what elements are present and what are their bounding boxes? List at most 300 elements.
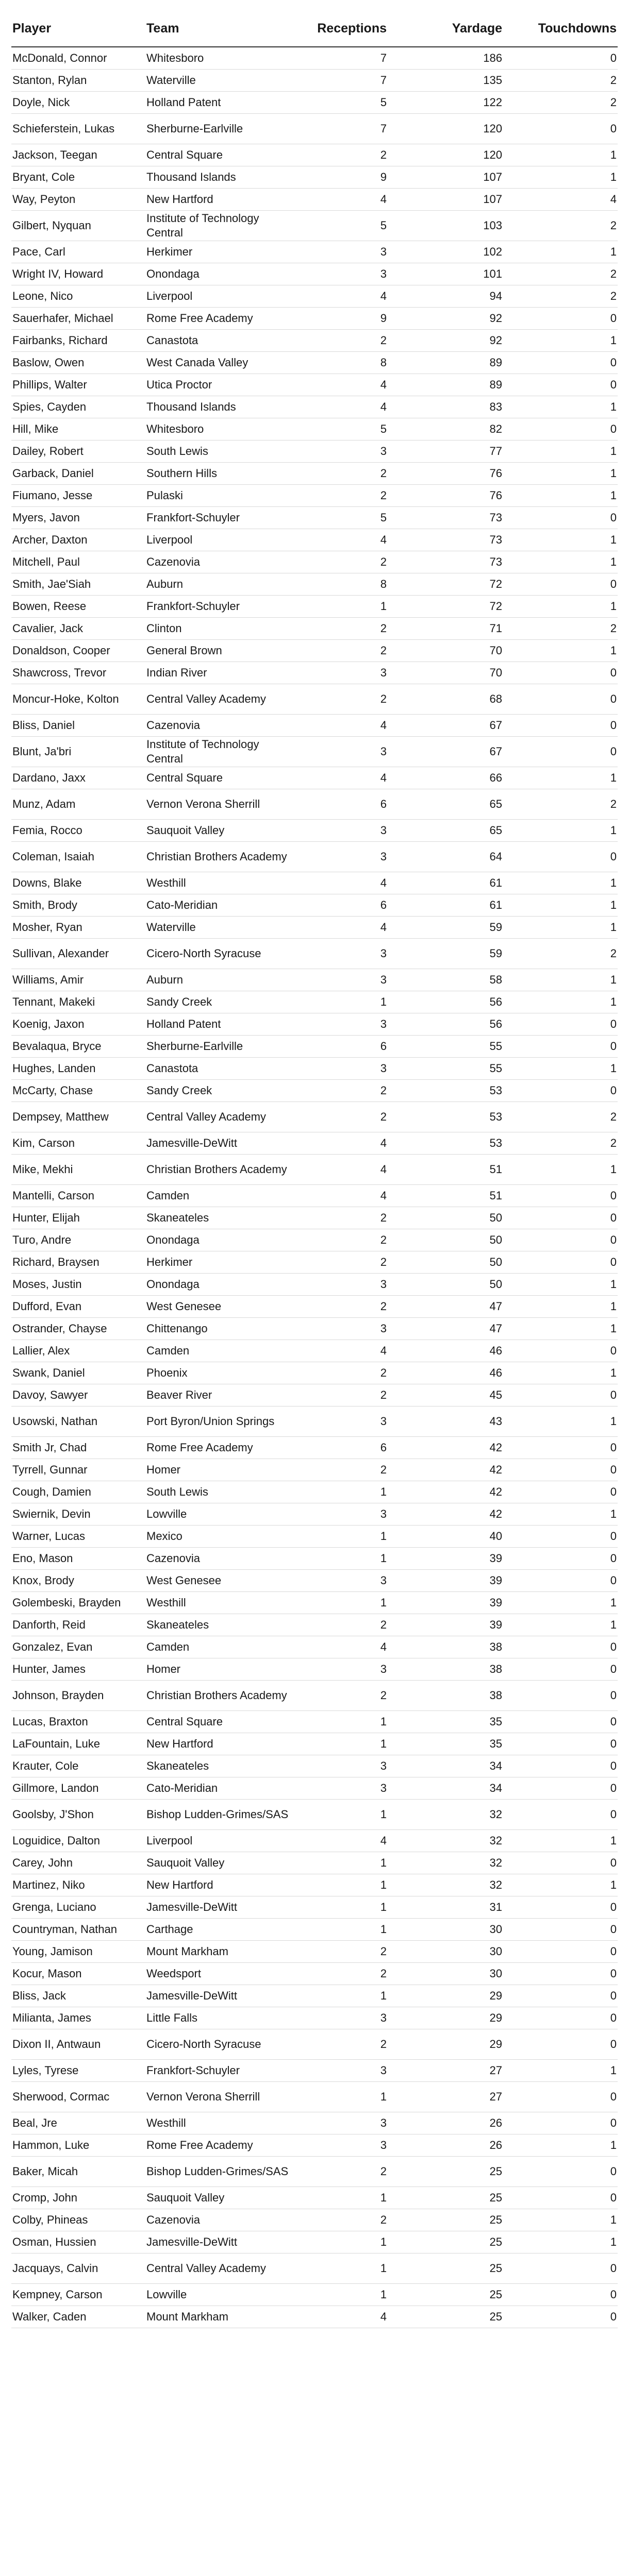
touchdowns-cell: 1 [503, 2134, 618, 2157]
team-cell: Jamesville-DeWitt [145, 1132, 292, 1155]
table-row [11, 440, 618, 463]
yardage-cell: 73 [388, 507, 503, 529]
receptions-cell: 1 [292, 1896, 388, 1919]
touchdowns-cell: 1 [503, 463, 618, 485]
table-row [11, 1340, 618, 1362]
table-row [11, 2209, 618, 2231]
touchdowns-cell: 0 [503, 1036, 618, 1058]
yardage-cell: 30 [388, 1919, 503, 1941]
player-cell: LaFountain, Luke [11, 1733, 145, 1755]
receptions-cell: 2 [292, 1384, 388, 1406]
receptions-cell: 4 [292, 1636, 388, 1658]
yardage-cell: 50 [388, 1229, 503, 1251]
player-cell: Garback, Daniel [11, 463, 145, 485]
header-player[interactable]: Player [11, 10, 145, 47]
receptions-cell: 3 [292, 2060, 388, 2082]
player-cell: Goolsby, J'Shon [11, 1800, 145, 1830]
receptions-cell: 2 [292, 463, 388, 485]
receptions-cell: 2 [292, 551, 388, 573]
yardage-cell: 42 [388, 1459, 503, 1481]
team-cell: West Canada Valley [145, 352, 292, 374]
touchdowns-cell: 1 [503, 640, 618, 662]
yardage-cell: 34 [388, 1755, 503, 1777]
yardage-cell: 92 [388, 308, 503, 330]
receptions-cell: 2 [292, 1941, 388, 1963]
team-cell: Central Square [145, 144, 292, 166]
player-cell: Mitchell, Paul [11, 551, 145, 573]
touchdowns-cell: 1 [503, 1614, 618, 1636]
player-cell: Leone, Nico [11, 285, 145, 308]
player-cell: Wright IV, Howard [11, 263, 145, 285]
touchdowns-cell: 0 [503, 47, 618, 70]
team-cell: Sauquoit Valley [145, 820, 292, 842]
team-cell: Central Valley Academy [145, 1102, 292, 1132]
player-cell: Kempney, Carson [11, 2284, 145, 2306]
yardage-cell: 186 [388, 47, 503, 70]
yardage-cell: 53 [388, 1080, 503, 1102]
table-row [11, 820, 618, 842]
receptions-cell: 1 [292, 2253, 388, 2284]
yardage-cell: 46 [388, 1340, 503, 1362]
player-cell: Young, Jamison [11, 1941, 145, 1963]
table-row [11, 1548, 618, 1570]
team-cell: Beaver River [145, 1384, 292, 1406]
table-row [11, 396, 618, 418]
yardage-cell: 25 [388, 2187, 503, 2209]
yardage-cell: 32 [388, 1830, 503, 1852]
header-yardage[interactable]: Yardage [388, 10, 503, 47]
table-row [11, 1459, 618, 1481]
team-cell: Jamesville-DeWitt [145, 1896, 292, 1919]
table-row [11, 1318, 618, 1340]
table-row [11, 1800, 618, 1830]
table-row [11, 2029, 618, 2060]
table-row [11, 374, 618, 396]
touchdowns-cell: 0 [503, 418, 618, 440]
team-cell: Cato-Meridian [145, 894, 292, 917]
receptions-cell: 4 [292, 2306, 388, 2328]
player-cell: Sauerhafer, Michael [11, 308, 145, 330]
touchdowns-cell: 1 [503, 2209, 618, 2231]
touchdowns-cell: 0 [503, 507, 618, 529]
receptions-cell: 4 [292, 285, 388, 308]
receptions-cell: 2 [292, 144, 388, 166]
receptions-cell: 5 [292, 507, 388, 529]
yardage-cell: 35 [388, 1711, 503, 1733]
player-cell: Cough, Damien [11, 1481, 145, 1503]
receptions-cell: 7 [292, 114, 388, 144]
yardage-cell: 107 [388, 166, 503, 189]
yardage-cell: 39 [388, 1570, 503, 1592]
touchdowns-cell: 1 [503, 1503, 618, 1526]
receptions-cell: 6 [292, 894, 388, 917]
team-cell: Vernon Verona Sherrill [145, 2082, 292, 2112]
team-cell: Herkimer [145, 1251, 292, 1274]
table-row [11, 1251, 618, 1274]
touchdowns-cell: 0 [503, 2187, 618, 2209]
receptions-cell: 4 [292, 715, 388, 737]
team-cell: Lowville [145, 1503, 292, 1526]
receptions-cell: 2 [292, 1459, 388, 1481]
touchdowns-cell: 0 [503, 1570, 618, 1592]
yardage-cell: 102 [388, 241, 503, 263]
player-cell: Moncur-Hoke, Kolton [11, 684, 145, 715]
yardage-cell: 45 [388, 1384, 503, 1406]
player-cell: Baker, Micah [11, 2157, 145, 2187]
player-cell: Swiernik, Devin [11, 1503, 145, 1526]
receptions-cell: 1 [292, 1919, 388, 1941]
table-row [11, 241, 618, 263]
yardage-cell: 43 [388, 1406, 503, 1437]
yardage-cell: 25 [388, 2306, 503, 2328]
touchdowns-cell: 1 [503, 1296, 618, 1318]
yardage-cell: 34 [388, 1777, 503, 1800]
player-cell: Dufford, Evan [11, 1296, 145, 1318]
player-cell: Williams, Amir [11, 969, 145, 991]
yardage-cell: 42 [388, 1481, 503, 1503]
touchdowns-cell: 0 [503, 2284, 618, 2306]
table-row [11, 1384, 618, 1406]
player-cell: Hill, Mike [11, 418, 145, 440]
team-cell: Cato-Meridian [145, 1777, 292, 1800]
receptions-cell: 4 [292, 1185, 388, 1207]
header-team[interactable]: Team [145, 10, 292, 47]
receptions-cell: 1 [292, 1548, 388, 1570]
table-row [11, 1852, 618, 1874]
receptions-cell: 3 [292, 241, 388, 263]
team-cell: Cicero-North Syracuse [145, 2029, 292, 2060]
table-row [11, 1058, 618, 1080]
player-cell: Smith, Jae'Siah [11, 573, 145, 596]
receptions-cell: 2 [292, 485, 388, 507]
yardage-cell: 59 [388, 939, 503, 969]
yardage-cell: 26 [388, 2112, 503, 2134]
table-row [11, 1711, 618, 1733]
table-row [11, 1963, 618, 1985]
player-cell: Mantelli, Carson [11, 1185, 145, 1207]
receptions-cell: 3 [292, 1318, 388, 1340]
team-cell: Phoenix [145, 1362, 292, 1384]
table-row [11, 1733, 618, 1755]
table-row [11, 1777, 618, 1800]
receptions-cell: 1 [292, 2284, 388, 2306]
yardage-cell: 68 [388, 684, 503, 715]
team-cell: Central Square [145, 1711, 292, 1733]
touchdowns-cell: 1 [503, 894, 618, 917]
table-row [11, 640, 618, 662]
team-cell: Holland Patent [145, 1013, 292, 1036]
player-cell: Koenig, Jaxon [11, 1013, 145, 1036]
yardage-cell: 35 [388, 1733, 503, 1755]
player-cell: McDonald, Connor [11, 47, 145, 70]
player-cell: Milianta, James [11, 2007, 145, 2029]
yardage-cell: 70 [388, 662, 503, 684]
yardage-cell: 38 [388, 1636, 503, 1658]
table-row [11, 308, 618, 330]
team-cell: Onondaga [145, 1274, 292, 1296]
team-cell: Sherburne-Earlville [145, 1036, 292, 1058]
team-cell: Chittenango [145, 1318, 292, 1340]
table-row [11, 92, 618, 114]
team-cell: Liverpool [145, 285, 292, 308]
team-cell: Pulaski [145, 485, 292, 507]
receptions-cell: 3 [292, 1777, 388, 1800]
team-cell: Westhill [145, 872, 292, 894]
table-row [11, 991, 618, 1013]
table-row [11, 2082, 618, 2112]
player-cell: Cavalier, Jack [11, 618, 145, 640]
table-row [11, 2306, 618, 2328]
touchdowns-cell: 1 [503, 1362, 618, 1384]
player-cell: Sherwood, Cormac [11, 2082, 145, 2112]
player-cell: Eno, Mason [11, 1548, 145, 1570]
touchdowns-cell: 0 [503, 1340, 618, 1362]
touchdowns-cell: 1 [503, 820, 618, 842]
receptions-cell: 7 [292, 70, 388, 92]
team-cell: Christian Brothers Academy [145, 1681, 292, 1711]
player-cell: Davoy, Sawyer [11, 1384, 145, 1406]
player-cell: Mosher, Ryan [11, 917, 145, 939]
player-cell: Johnson, Brayden [11, 1681, 145, 1711]
yardage-cell: 32 [388, 1852, 503, 1874]
team-cell: Port Byron/Union Springs [145, 1406, 292, 1437]
player-cell: Baslow, Owen [11, 352, 145, 374]
receptions-cell: 4 [292, 396, 388, 418]
player-cell: Dempsey, Matthew [11, 1102, 145, 1132]
receptions-cell: 4 [292, 1340, 388, 1362]
table-row [11, 1102, 618, 1132]
player-cell: Bowen, Reese [11, 596, 145, 618]
receptions-cell: 4 [292, 529, 388, 551]
receptions-cell: 2 [292, 684, 388, 715]
yardage-cell: 120 [388, 114, 503, 144]
table-row [11, 715, 618, 737]
table-row [11, 463, 618, 485]
yardage-cell: 25 [388, 2157, 503, 2187]
touchdowns-cell: 0 [503, 1711, 618, 1733]
team-cell: Camden [145, 1185, 292, 1207]
yardage-cell: 76 [388, 463, 503, 485]
touchdowns-cell: 1 [503, 2060, 618, 2082]
table-row [11, 1080, 618, 1102]
table-row [11, 1013, 618, 1036]
team-cell: West Genesee [145, 1296, 292, 1318]
table-row [11, 166, 618, 189]
touchdowns-cell: 0 [503, 2112, 618, 2134]
touchdowns-cell: 1 [503, 241, 618, 263]
receptions-cell: 4 [292, 917, 388, 939]
table-row [11, 263, 618, 285]
yardage-cell: 56 [388, 1013, 503, 1036]
player-cell: Ostrander, Chayse [11, 1318, 145, 1340]
player-cell: Cromp, John [11, 2187, 145, 2209]
receptions-cell: 5 [292, 418, 388, 440]
touchdowns-cell: 0 [503, 1437, 618, 1459]
yardage-cell: 101 [388, 263, 503, 285]
receptions-cell: 3 [292, 662, 388, 684]
table-row [11, 2134, 618, 2157]
table-row [11, 189, 618, 211]
player-cell: Warner, Lucas [11, 1526, 145, 1548]
touchdowns-cell: 4 [503, 189, 618, 211]
yardage-cell: 83 [388, 396, 503, 418]
receptions-cell: 2 [292, 618, 388, 640]
touchdowns-cell: 0 [503, 1459, 618, 1481]
receptions-cell: 2 [292, 1251, 388, 1274]
table-row [11, 1229, 618, 1251]
touchdowns-cell: 1 [503, 1274, 618, 1296]
touchdowns-cell: 0 [503, 2253, 618, 2284]
receptions-cell: 3 [292, 842, 388, 872]
receptions-cell: 3 [292, 969, 388, 991]
yardage-cell: 29 [388, 1985, 503, 2007]
player-cell: Myers, Javon [11, 507, 145, 529]
team-cell: Homer [145, 1658, 292, 1681]
touchdowns-cell: 0 [503, 1251, 618, 1274]
touchdowns-cell: 0 [503, 737, 618, 767]
receptions-cell: 9 [292, 166, 388, 189]
player-cell: Knox, Brody [11, 1570, 145, 1592]
player-cell: Tyrrell, Gunnar [11, 1459, 145, 1481]
touchdowns-cell: 0 [503, 1755, 618, 1777]
table-row [11, 114, 618, 144]
yardage-cell: 59 [388, 917, 503, 939]
team-cell: Mount Markham [145, 1941, 292, 1963]
yardage-cell: 38 [388, 1681, 503, 1711]
header-receptions[interactable]: Receptions [292, 10, 388, 47]
table-row [11, 144, 618, 166]
touchdowns-cell: 1 [503, 1058, 618, 1080]
team-cell: Auburn [145, 573, 292, 596]
team-cell: Thousand Islands [145, 396, 292, 418]
stats-table-container [11, 10, 618, 2328]
receptions-cell: 3 [292, 263, 388, 285]
team-cell: Christian Brothers Academy [145, 842, 292, 872]
yardage-cell: 107 [388, 189, 503, 211]
yardage-cell: 92 [388, 330, 503, 352]
receptions-cell: 2 [292, 2157, 388, 2187]
receptions-cell: 1 [292, 1526, 388, 1548]
receptions-cell: 1 [292, 2187, 388, 2209]
touchdowns-cell: 2 [503, 939, 618, 969]
player-cell: Hughes, Landen [11, 1058, 145, 1080]
player-cell: Grenga, Luciano [11, 1896, 145, 1919]
receptions-cell: 3 [292, 1058, 388, 1080]
yardage-cell: 71 [388, 618, 503, 640]
touchdowns-cell: 0 [503, 2306, 618, 2328]
touchdowns-cell: 0 [503, 2007, 618, 2029]
table-row [11, 211, 618, 241]
receptions-cell: 1 [292, 991, 388, 1013]
player-cell: Lucas, Braxton [11, 1711, 145, 1733]
table-row [11, 1296, 618, 1318]
table-row [11, 969, 618, 991]
receptions-cell: 5 [292, 211, 388, 241]
table-row [11, 1896, 618, 1919]
team-cell: South Lewis [145, 1481, 292, 1503]
touchdowns-cell: 1 [503, 969, 618, 991]
team-cell: Westhill [145, 1592, 292, 1614]
receptions-cell: 4 [292, 1830, 388, 1852]
receptions-cell: 3 [292, 1013, 388, 1036]
table-row [11, 684, 618, 715]
team-cell: Waterville [145, 70, 292, 92]
team-cell: Rome Free Academy [145, 308, 292, 330]
yardage-cell: 53 [388, 1102, 503, 1132]
team-cell: Institute of Technology Central [145, 737, 292, 767]
player-cell: Downs, Blake [11, 872, 145, 894]
table-row [11, 2253, 618, 2284]
receptions-cell: 4 [292, 189, 388, 211]
touchdowns-cell: 0 [503, 2082, 618, 2112]
receptions-cell: 1 [292, 1852, 388, 1874]
table-row [11, 1207, 618, 1229]
team-cell: Central Valley Academy [145, 2253, 292, 2284]
team-cell: Sherburne-Earlville [145, 114, 292, 144]
receptions-cell: 2 [292, 1102, 388, 1132]
player-cell: Swank, Daniel [11, 1362, 145, 1384]
touchdowns-cell: 1 [503, 991, 618, 1013]
touchdowns-cell: 1 [503, 1155, 618, 1185]
table-row [11, 2157, 618, 2187]
yardage-cell: 25 [388, 2209, 503, 2231]
touchdowns-cell: 1 [503, 596, 618, 618]
receptions-cell: 3 [292, 2007, 388, 2029]
touchdowns-cell: 0 [503, 1681, 618, 1711]
team-cell: Liverpool [145, 1830, 292, 1852]
player-cell: Hunter, Elijah [11, 1207, 145, 1229]
yardage-cell: 122 [388, 92, 503, 114]
yardage-cell: 25 [388, 2284, 503, 2306]
yardage-cell: 47 [388, 1318, 503, 1340]
player-cell: Bevalaqua, Bryce [11, 1036, 145, 1058]
player-cell: Pace, Carl [11, 241, 145, 263]
receptions-cell: 5 [292, 92, 388, 114]
yardage-cell: 39 [388, 1548, 503, 1570]
touchdowns-cell: 0 [503, 1636, 618, 1658]
team-cell: Jamesville-DeWitt [145, 1985, 292, 2007]
team-cell: Vernon Verona Sherrill [145, 789, 292, 820]
yardage-cell: 53 [388, 1132, 503, 1155]
yardage-cell: 27 [388, 2060, 503, 2082]
table-row [11, 1274, 618, 1296]
yardage-cell: 30 [388, 1941, 503, 1963]
player-cell: Lyles, Tyrese [11, 2060, 145, 2082]
team-cell: Sauquoit Valley [145, 2187, 292, 2209]
table-row [11, 2231, 618, 2253]
yardage-cell: 46 [388, 1362, 503, 1384]
team-cell: Whitesboro [145, 418, 292, 440]
team-cell: Bishop Ludden-Grimes/SAS [145, 2157, 292, 2187]
touchdowns-cell: 0 [503, 1481, 618, 1503]
receptions-cell: 3 [292, 1503, 388, 1526]
player-cell: Bliss, Jack [11, 1985, 145, 2007]
player-cell: Smith, Brody [11, 894, 145, 917]
player-cell: Spies, Cayden [11, 396, 145, 418]
table-row [11, 330, 618, 352]
receptions-cell: 4 [292, 767, 388, 789]
player-cell: Gillmore, Landon [11, 1777, 145, 1800]
touchdowns-cell: 0 [503, 1658, 618, 1681]
header-touchdowns[interactable]: Touchdowns [503, 10, 618, 47]
team-cell: West Genesee [145, 1570, 292, 1592]
team-cell: Sandy Creek [145, 1080, 292, 1102]
yardage-cell: 89 [388, 374, 503, 396]
player-cell: Dardano, Jaxx [11, 767, 145, 789]
yardage-cell: 32 [388, 1800, 503, 1830]
player-cell: Donaldson, Cooper [11, 640, 145, 662]
touchdowns-cell: 1 [503, 144, 618, 166]
